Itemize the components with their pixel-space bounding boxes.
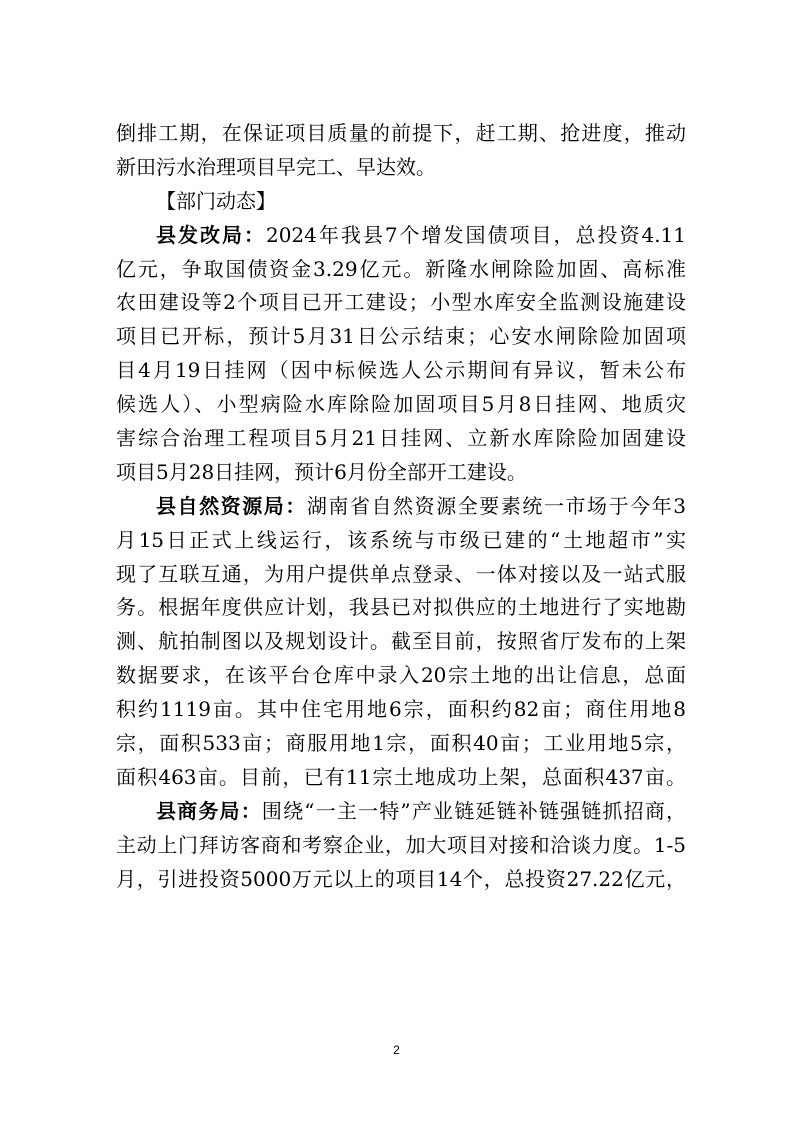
paragraph-line: 目4月19日挂网（因中标候选人公示期间有异议，暂未公布 (116, 358, 686, 383)
paragraph-line: 害综合治理工程项目5月21日挂网、立新水库除险加固建设 (116, 426, 686, 451)
paragraph-line: 积约1119亩。其中住宅用地6宗，面积约82亩；商住用地8 (116, 697, 686, 722)
paragraph-line: 倒排工期，在保证项目质量的前提下，赶工期、抢进度，推动 (116, 121, 686, 145)
paragraph-line: 项目5月28日挂网，预计6月份全部开工建设。 (116, 459, 527, 484)
paragraph-line: 务。根据年度供应计划，我县已对拟供应的土地进行了实地勘 (116, 595, 686, 620)
section-heading: 【部门动态】 (156, 188, 276, 213)
paragraph-text: 围绕“一主一特”产业链延链补链强链抓招商， (261, 798, 687, 823)
paragraph-line (116, 219, 686, 253)
paragraph-line: 项目已开标，预计5月31日公示结束；心安水闸除险加固项 (116, 324, 686, 349)
paragraph-line: 月15日正式上线运行，该系统与市级已建的“土地超市”实 (116, 527, 686, 552)
department-name: 县发改局： (156, 222, 266, 247)
paragraph-line (116, 795, 686, 829)
paragraph-line (116, 490, 686, 524)
paragraph-line: 新田污水治理项目早完工、早达效。 (116, 154, 436, 179)
body-text (116, 117, 686, 896)
department-name: 县自然资源局： (156, 493, 307, 518)
paragraph-line: 宗，面积533亩；商服用地1宗，面积40亩；工业用地5宗， (116, 731, 686, 756)
paragraph-line: 面积463亩。目前，已有11宗土地成功上架，总面积437亩。 (116, 764, 686, 789)
paragraph-line: 月，引进投资5000万元以上的项目14个，总投资27.22亿元， (116, 866, 686, 891)
paragraph-line: 测、航拍制图以及规划设计。截至目前，按照省厅发布的上架 (116, 629, 686, 654)
paragraph-line: 数据要求，在该平台仓库中录入20宗土地的出让信息，总面 (116, 663, 686, 688)
paragraph-line: 候选人）、小型病险水库除险加固项目5月8日挂网、地质灾 (116, 392, 686, 417)
paragraph-line: 农田建设等2个项目已开工建设；小型水库安全监测设施建设 (116, 290, 686, 315)
paragraph-text: 2024年我县7个增发国债项目，总投资4.11 (265, 222, 687, 247)
page-number: 2 (393, 1043, 400, 1057)
paragraph-line: 现了互联互通，为用户提供单点登录、一体对接以及一站式服 (116, 561, 686, 586)
paragraph-line: 亿元，争取国债资金3.29亿元。新隆水闸除险加固、高标准 (116, 256, 686, 281)
department-name: 县商务局： (156, 798, 262, 823)
paragraph-line: 主动上门拜访客商和考察企业，加大项目对接和洽谈力度。1-5 (116, 832, 686, 857)
paragraph-text: 湖南省自然资源全要素统一市场于今年3 (306, 493, 686, 518)
